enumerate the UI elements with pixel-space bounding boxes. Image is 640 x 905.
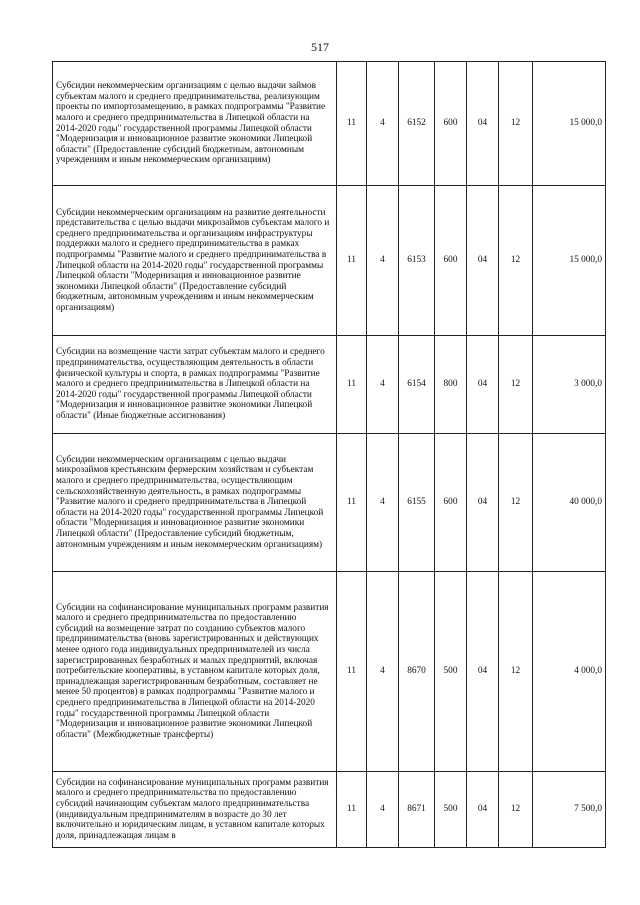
cell-col6: 12 (499, 62, 533, 186)
cell-col3: 6153 (399, 186, 435, 336)
cell-col1: 11 (337, 336, 367, 434)
cell-col6: 12 (499, 572, 533, 772)
row-description: Субсидии некоммерческим организациям с целью выдачи займов субъектам малого и среднего предпринимательства, реализующим проекты по импортозамещению, в рамках подпрограммы "Развитие малого и среднего предпринимательства в Липецкой области на 2014-2020 годы" государственной программы Липецкой области "Модернизация и инновационное развитие экономики Липецкой области" (Предоставление субсидий бюджетным, автономным учреждениям и иным некоммерческим организациям) (53, 62, 337, 186)
cell-col3: 8671 (399, 772, 435, 848)
cell-col6: 12 (499, 336, 533, 434)
cell-col4: 800 (435, 336, 467, 434)
cell-col5: 04 (467, 772, 499, 848)
cell-col2: 4 (367, 336, 399, 434)
cell-amount: 15 000,0 (533, 186, 606, 336)
cell-amount: 7 500,0 (533, 772, 606, 848)
row-description: Субсидии некоммерческим организациям на развитие деятельности представительства с целью выдачи микрозаймов субъектам малого и среднего предпринимательства и организациям инфраструктуры поддержки малого и среднего предпринимательства в рамках подпрограммы "Развитие малого и среднего предпринимательства в Липецкой области на 2014-2020 годы" государственной программы Липецкой области "Модернизация и инновационное развитие экономики Липецкой области" (Предоставление субсидий бюджетным, автономным учреждениям и иным некоммерческим организациям) (53, 186, 337, 336)
cell-col3: 8670 (399, 572, 435, 772)
row-description: Субсидии на софинансирование муниципальных программ развития малого и среднего предпринимательства по предоставлению субсидий начинающим субъектам малого предпринимательства (индивидуальным предпринимателям в возрасте до 30 лет включительно и юридическим лицам, в уставном капитале которых доля, принадлежащая лицам в (53, 772, 337, 848)
cell-col1: 11 (337, 772, 367, 848)
cell-col2: 4 (367, 434, 399, 572)
cell-col1: 11 (337, 62, 367, 186)
cell-col3: 6155 (399, 434, 435, 572)
row-description: Субсидии на возмещение части затрат субъектам малого и среднего предпринимательства, осуществляющим деятельность в области физической культуры и спорта, в рамках подпрограммы "Развитие малого и среднего предпринимательства в Липецкой области на 2014-2020 годы" государственной программы Липецкой области "Модернизация и инновационное развитие экономики Липецкой области" (Иные бюджетные ассигнования) (53, 336, 337, 434)
cell-col4: 500 (435, 572, 467, 772)
cell-col2: 4 (367, 186, 399, 336)
table-row (53, 62, 606, 186)
cell-col2: 4 (367, 62, 399, 186)
budget-table (52, 61, 606, 848)
page-number: 517 (311, 40, 329, 54)
cell-col4: 600 (435, 62, 467, 186)
cell-col5: 04 (467, 572, 499, 772)
table-row (53, 336, 606, 434)
cell-col4: 500 (435, 772, 467, 848)
cell-amount: 4 000,0 (533, 572, 606, 772)
row-description: Субсидии на софинансирование муниципальных программ развития малого и среднего предпринимательства по предоставлению субсидий на возмещение затрат по созданию субъектов малого предпринимательства (вновь зарегистрированных и действующих менее одного года индивидуальных предпринимателей из числа зарегистрированных безработных и малых предприятий, включая потребительские кооперативы, в уставном капитале которых доля, принадлежащая зарегистрированным безработным, составляет не менее 50 процентов) в рамках подпрограммы "Развитие малого и среднего предпринимательства в Липецкой области на 2014-2020 годы" государственной программы Липецкой области "Модернизация и инновационное развитие экономики Липецкой области" (Межбюджетные трансферты) (53, 572, 337, 772)
cell-col5: 04 (467, 62, 499, 186)
cell-amount: 15 000,0 (533, 62, 606, 186)
cell-col5: 04 (467, 336, 499, 434)
cell-col1: 11 (337, 434, 367, 572)
table-row (53, 186, 606, 336)
row-description: Субсидии некоммерческим организациям с целью выдачи микрозаймов крестьянским фермерским хозяйствам и субъектам малого и среднего предпринимательства, осуществляющим сельскохозяйственную деятельность, в рамках подпрограммы "Развитие малого и среднего предпринимательства в Липецкой области на 2014-2020 годы" государственной программы Липецкой области "Модернизация и инновационное развитие экономики Липецкой области" (Предоставление субсидий бюджетным, автономным учреждениям и иным некоммерческим организациям) (53, 434, 337, 572)
cell-col6: 12 (499, 772, 533, 848)
cell-amount: 3 000,0 (533, 336, 606, 434)
cell-col3: 6152 (399, 62, 435, 186)
cell-col5: 04 (467, 434, 499, 572)
cell-col4: 600 (435, 434, 467, 572)
cell-col6: 12 (499, 186, 533, 336)
cell-col1: 11 (337, 572, 367, 772)
cell-amount: 40 000,0 (533, 434, 606, 572)
cell-col1: 11 (337, 186, 367, 336)
table-row (53, 434, 606, 572)
cell-col3: 6154 (399, 336, 435, 434)
cell-col5: 04 (467, 186, 499, 336)
cell-col4: 600 (435, 186, 467, 336)
cell-col2: 4 (367, 772, 399, 848)
table-row (53, 772, 606, 848)
cell-col2: 4 (367, 572, 399, 772)
table-row (53, 572, 606, 772)
cell-col6: 12 (499, 434, 533, 572)
